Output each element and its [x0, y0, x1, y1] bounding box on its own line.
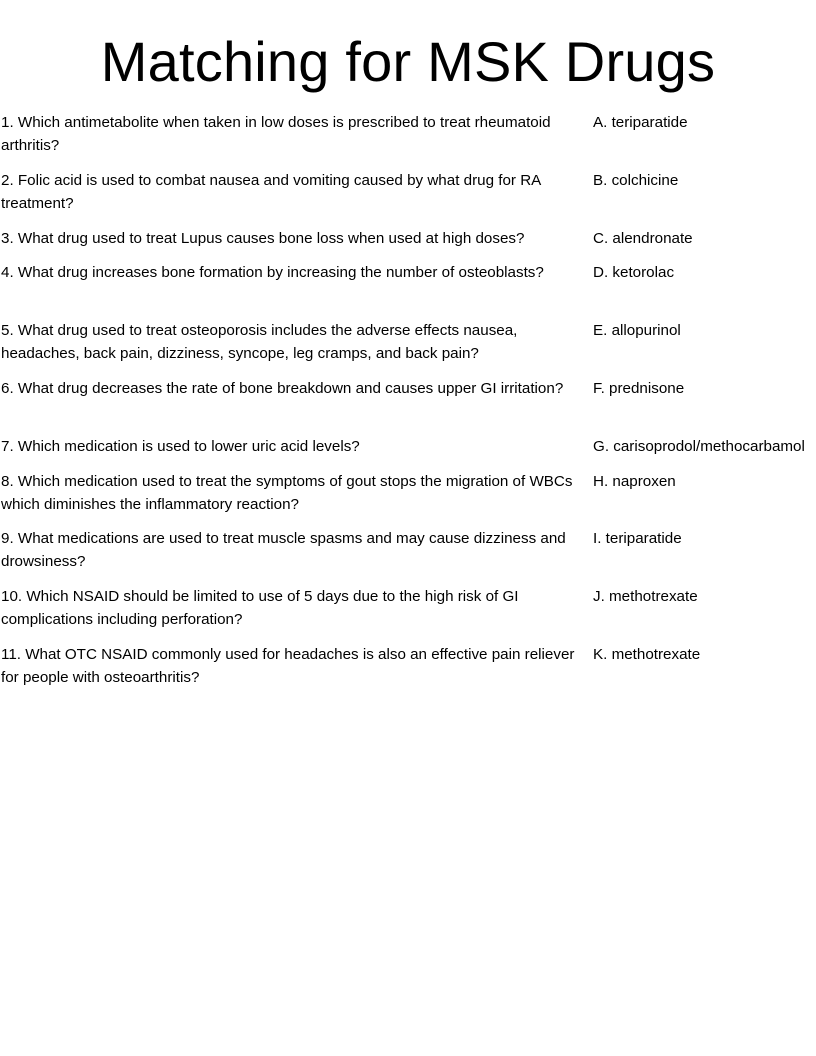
matching-row	[0, 110, 816, 168]
question-text: 3. What drug used to treat Lupus causes bone loss when used at high doses?	[1, 230, 525, 247]
question-text: 6. What drug decreases the rate of bone breakdown and causes upper GI irritation?	[1, 380, 564, 397]
matching-row	[0, 226, 816, 260]
answer-option: B. colchicine	[593, 172, 679, 189]
answer-option: D. ketorolac	[593, 264, 675, 281]
matching-row	[0, 168, 816, 226]
question-text: 10. Which NSAID should be limited to use of 5 days due to the high risk of GI complications including perforation?	[1, 588, 519, 628]
answer-option: J. methotrexate	[593, 588, 698, 605]
matching-row	[0, 318, 816, 376]
answer-option: E. allopurinol	[593, 322, 681, 339]
matching-row	[0, 376, 816, 434]
question-text: 2. Folic acid is used to combat nausea and vomiting caused by what drug for RA treatment?	[1, 172, 541, 212]
matching-row	[0, 584, 816, 642]
question-text: 5. What drug used to treat osteoporosis includes the adverse effects nausea, headaches, back pain, dizziness, syncope, leg cramps, and back pain?	[1, 322, 518, 362]
page-title: Matching for MSK Drugs	[100, 30, 716, 93]
matching-row	[0, 260, 816, 318]
question-text: 4. What drug increases bone formation by increasing the number of osteoblasts?	[1, 264, 544, 281]
question-text: 1. Which antimetabolite when taken in low doses is prescribed to treat rheumatoid arthritis?	[1, 114, 551, 154]
matching-row	[0, 642, 816, 700]
matching-row	[0, 469, 816, 526]
answer-option: A. teriparatide	[593, 114, 688, 131]
matching-row	[0, 434, 816, 469]
answer-option: G. carisoprodol/methocarbamol	[593, 438, 805, 455]
answer-option: C. alendronate	[593, 230, 693, 247]
question-text: 7. Which medication is used to lower uric acid levels?	[1, 438, 360, 455]
question-text: 9. What medications are used to treat muscle spasms and may cause dizziness and drowsiness?	[1, 530, 566, 570]
answer-option: H. naproxen	[593, 473, 676, 490]
matching-list	[0, 110, 816, 700]
answer-option: F. prednisone	[593, 380, 685, 397]
matching-row	[0, 526, 816, 584]
answer-option: K. methotrexate	[593, 646, 701, 663]
question-text: 8. Which medication used to treat the symptoms of gout stops the migration of WBCs which diminishes the inflammatory reaction?	[1, 473, 573, 513]
answer-option: I. teriparatide	[593, 530, 682, 547]
question-text: 11. What OTC NSAID commonly used for headaches is also an effective pain reliever for people with osteoarthritis?	[1, 646, 575, 686]
